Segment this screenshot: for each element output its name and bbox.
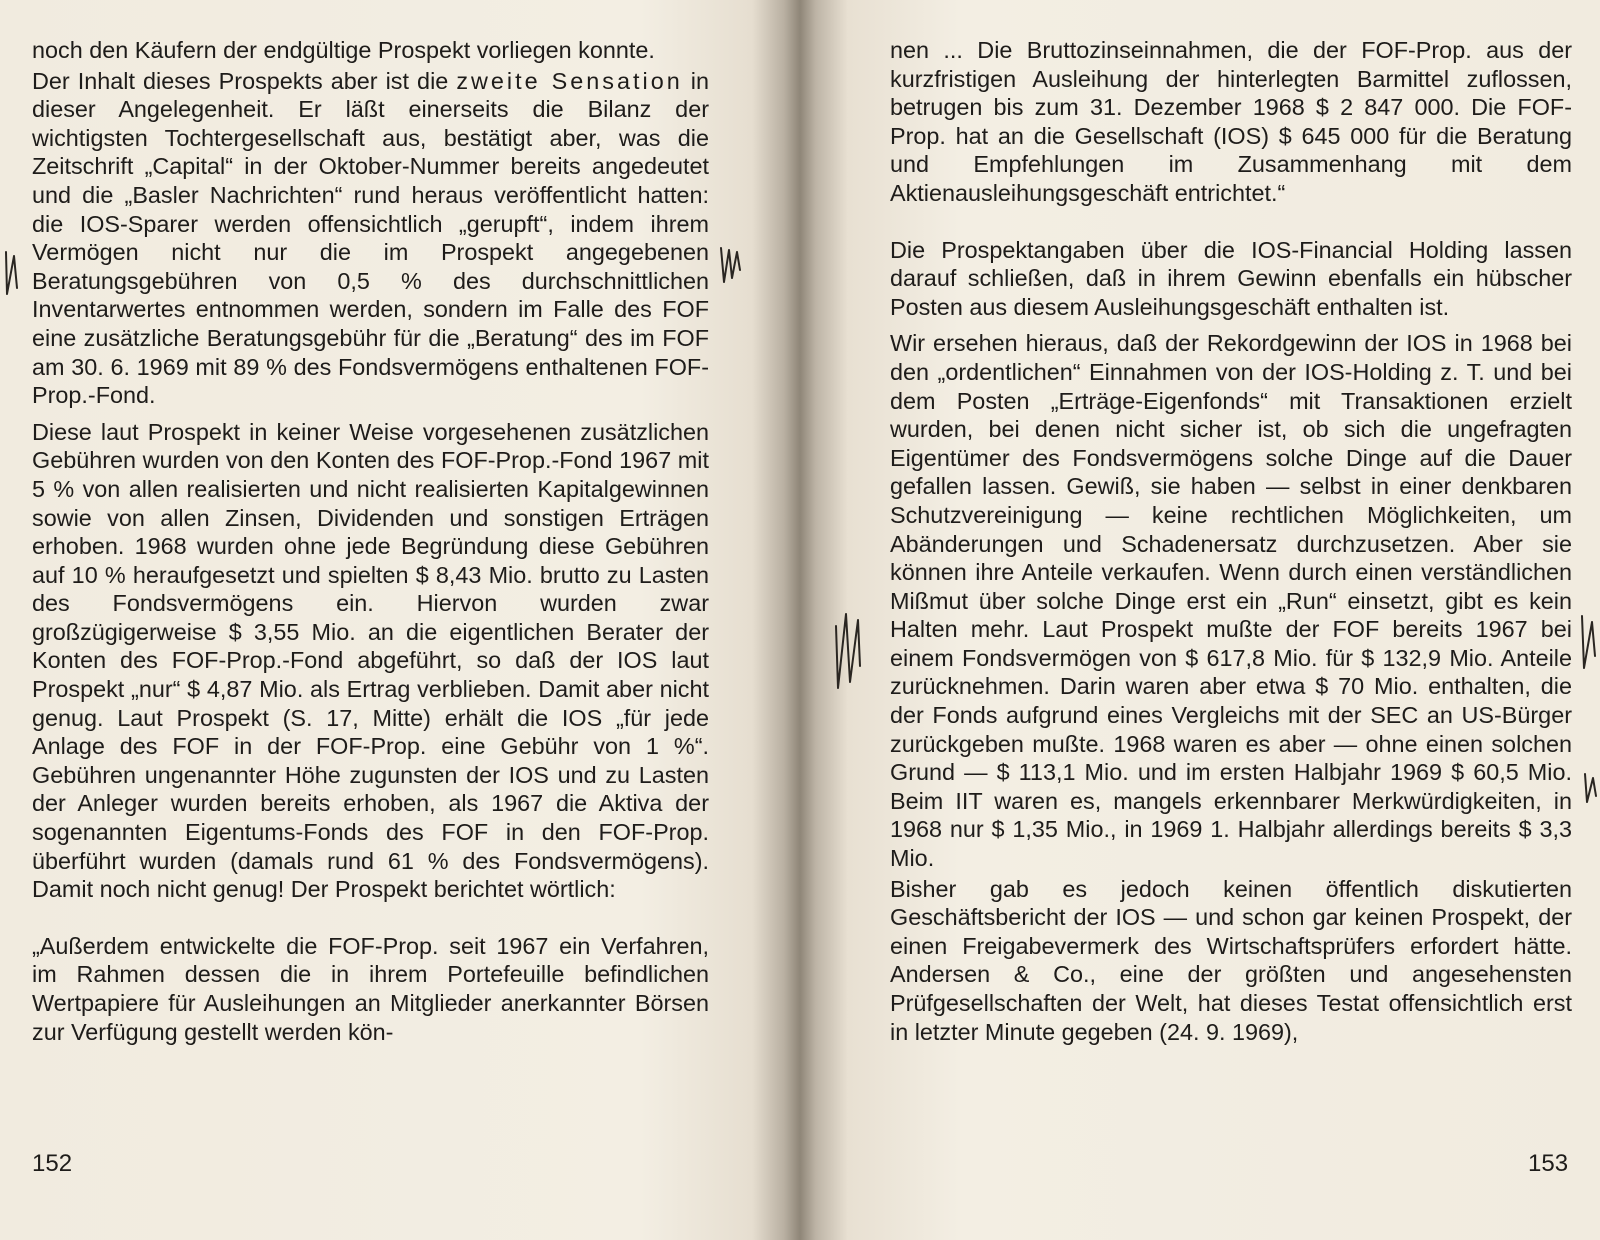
handwritten-mark-icon xyxy=(718,240,744,288)
quote-paragraph: „Außerdem entwickelte die FOF-Prop. seit 1967 ein Verfahren, im Rahmen dessen die in ihrem Portefeuille befindlichen Wertpapiere für Ausleihungen an Mitglieder anerkannter Börsen zur Verfügung gestellt werden kön- xyxy=(32,932,709,1045)
page-number: 152 xyxy=(32,1150,73,1177)
paragraph: Bisher gab es jedoch keinen öffentlich diskutierten Geschäftsbericht der IOS — und schon gar keinen Prospekt, der einen Freigabevermerk des Wirtschaftsprüfers erfordert hätte. Andersen & Co., eine der größten und angesehensten Prüfgesellschaften der Welt, hat dieses Testat offensichtlich erst in letzter Minute gegeben (24. 9. 1969), xyxy=(890,875,1572,1045)
handwritten-mark-icon xyxy=(2,248,22,300)
right-page-text xyxy=(890,36,1572,1054)
left-page-text xyxy=(32,36,709,1054)
emphasized-text: zweite Sensation xyxy=(456,67,683,94)
paragraph-text: in dieser Angelegenheit. Er läßt einerseits die Bilanz der wichtigsten Tochtergesellschaft aus, bestätigt aber, was die Zeitschrift „Capital“ in der Oktober-Nummer bereits angedeutet und die „Basler Nachrichten“ rund heraus veröffentlicht hatten: die IOS-Sparer werden offensichtlich „gerupft“, indem ihrem Vermögen nicht nur die im Prospekt angegebenen Beratungsgebühren von 0,5 % des durchschnittlichen Inventarwertes entnommen werden, sondern im Falle des FOF eine zusätzliche Beratungsgebühr für die „Beratung“ des im FOF am 30. 6. 1969 mit 89 % des Fondsvermögens enthaltenen FOF-Prop.-Fond. xyxy=(32,67,709,409)
paragraph: Wir ersehen hieraus, daß der Rekordgewinn der IOS in 1968 bei den „ordentlichen“ Einnahmen von der IOS-Holding z. T. und bei dem Posten „Erträge-Eigenfonds“ mit Transaktionen erzielt wurden, bei denen nicht sicher ist, ob sich die ungefragten Eigentümer des Fondsvermögens solche Dinge auf die Dauer gefallen lassen. Gewiß, sie haben — selbst in einer denkbaren Schutzvereinigung — keine rechtlichen Möglichkeiten, um Abänderungen und Schadenersatz durchzusetzen. Aber sie können ihre Anteile verkaufen. Wenn durch einen verständlichen Mißmut über solche Dinge erst ein „Run“ einsetzt, gibt es kein Halten mehr. Laut Prospekt mußte der FOF bereits 1967 bei einem Fondsvermögen von $ 617,8 Mio. für $ 132,9 Mio. Anteile zurücknehmen. Darin waren aber etwa $ 70 Mio. enthalten, die der Fonds aufgrund eines Vergleichs mit der SEC an US-Bürger zurückgeben mußte. 1968 waren es aber — ohne einen solchen Grund — $ 113,1 Mio. und im ersten Halbjahr 1969 $ 60,5 Mio. Beim IIT waren es, mangels erkennbarer Merkwürdigkeiten, in 1968 nur $ 1,35 Mio., in 1969 1. Halbjahr allerdings bereits $ 3,3 Mio. xyxy=(890,330,1572,872)
paragraph-text: Der Inhalt dieses Prospekts aber ist die xyxy=(32,67,457,94)
paragraph: Diese laut Prospekt in keiner Weise vorgesehenen zusätzlichen Gebühren wurden von den Konten des FOF-Prop.-Fond 1967 mit 5 % von allen realisierten und nicht realisierten Kapitalgewinnen sowie von allen Zinsen, Dividenden und sonstigen Erträgen erhoben. 1968 wurden ohne jede Begründung diese Gebühren auf 10 % heraufgesetzt und spielten $ 8,43 Mio. brutto zu Lasten des Fondsvermögens ein. Hiervon wurden zwar großzügigerweise $ 3,55 Mio. an die eigentlichen Berater der Konten des FOF-Prop.-Fond abgeführt, so daß der IOS laut Prospekt „nur“ $ 4,87 Mio. als Ertrag verblieben. Damit aber nicht genug. Laut Prospekt (S. 17, Mitte) erhält die IOS „für jede Anlage des FOF in der FOF-Prop. eine Gebühr von 1 %“. Gebühren ungenannter Höhe zugunsten der IOS und zu Lasten der Anleger wurden bereits erhoben, als 1967 die Aktiva der sogenannten Eigentums-Fonds des FOF in den FOF-Prop. überführt wurden (damals rund 61 % des Fondsvermögens). Damit noch nicht genug! Der Prospekt berichtet wörtlich: xyxy=(32,418,709,903)
paragraph: Die Prospektangaben über die IOS-Financial Holding lassen darauf schließen, daß in ihrem Gewinn ebenfalls ein hübscher Posten aus diesem Ausleihungsgeschäft enthalten ist. xyxy=(890,236,1572,320)
left-page xyxy=(0,0,790,1240)
handwritten-mark-icon xyxy=(1582,770,1600,808)
page-number: 153 xyxy=(1528,1150,1569,1177)
right-page xyxy=(810,0,1600,1240)
paragraph: noch den Käufern der endgültige Prospekt vorliegen konnte. xyxy=(32,37,655,63)
handwritten-mark-icon xyxy=(1578,610,1600,674)
paragraph xyxy=(32,67,709,410)
handwritten-mark-icon xyxy=(830,606,866,694)
quote-paragraph: nen ... Die Bruttozinseinnahmen, die der FOF-Prop. aus der kurzfristigen Ausleihung der hinterlegten Barmittel zuflossen, betrugen bis zum 31. Dezember 1968 $ 2 847 000. Die FOF-Prop. hat an die Gesellschaft (IOS) $ 645 000 für die Beratung und Empfehlungen im Zusammenhang mit dem Aktienausleihungsgeschäft entrichtet.“ xyxy=(890,37,1572,206)
